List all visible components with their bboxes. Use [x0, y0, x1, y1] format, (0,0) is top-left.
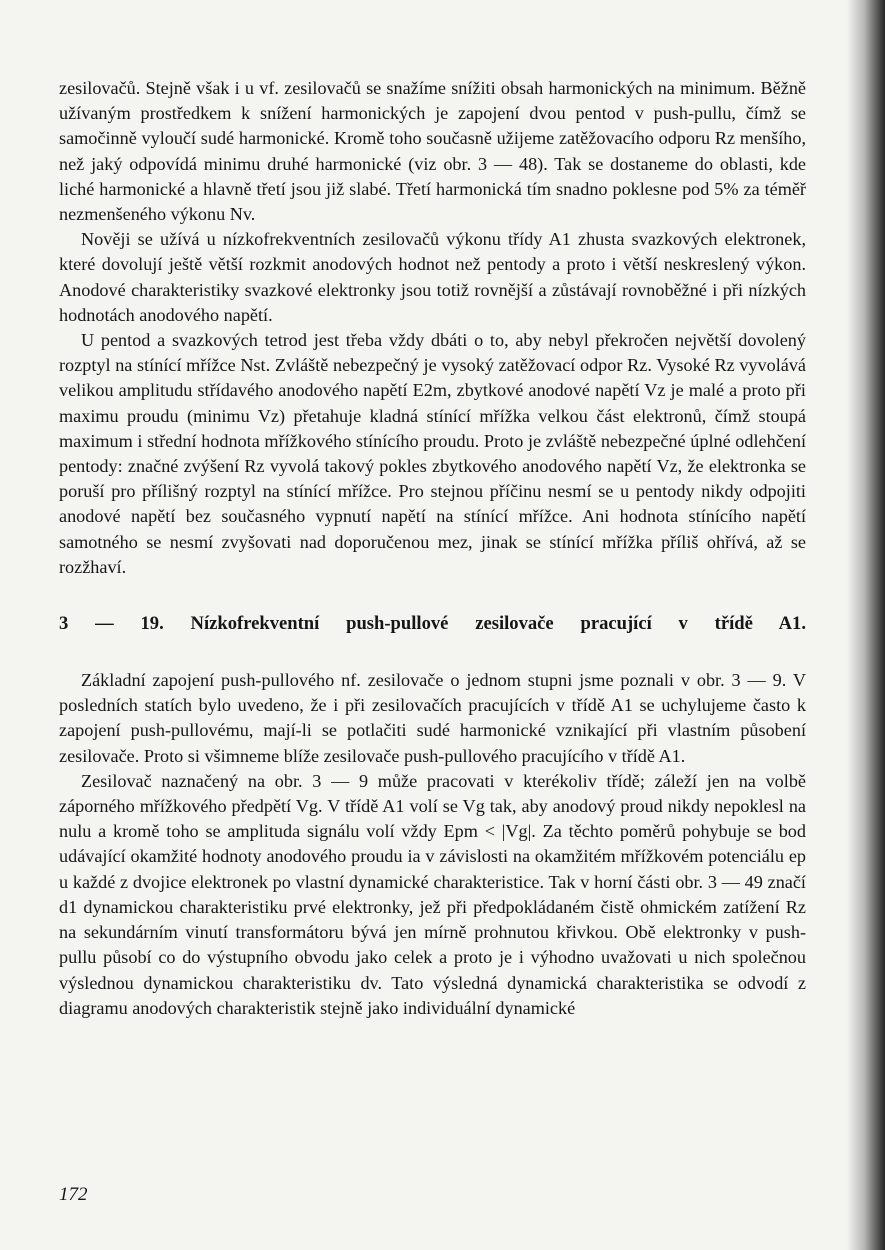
- page-number: 172: [59, 1184, 88, 1205]
- paragraph-screen-grid: U pentod a svazkových tetrod jest třeba vždy dbáti o to, aby nebyl překročen největší dovolený rozptyl na stínící mřížce Nst. Zvláště nebezpečný je vysoký zatěžovací odpor Rz. Vysoké Rz vyvolává velikou amplitudu střídavého anodového napětí E2m, zbytkové anodové napětí Vz je malé a proto při maximu proudu (minimu Vz) přetahuje kladná stínící mřížka velkou část elektronů, čímž stoupá maximum i střední hodnota mřížkového stínícího proudu. Proto je zvláště nebezpečné úplné odlehčení pentody: značné zvýšení Rz vyvolá takový pokles zbytkového anodového napětí Vz, že elektronka se poruší pro přílišný rozptyl na stínící mřížce. Pro stejnou příčinu nesmí se u pentody nikdy odpojiti anodové napětí bez současného vypnutí napětí na stínící mřížce. Ani hodnota stínícího napětí samotného se nesmí zvyšovati nad doporučenou mez, jinak se stínící mřížka příliš ohřívá, až se rozžhaví.: [59, 330, 806, 577]
- paragraph-push-pull-class-a1: Zesilovač naznačený na obr. 3 — 9 může pracovati v kterékoliv třídě; záleží jen na volbě záporného mřížkového předpětí Vg. V třídě A1 volí se Vg tak, aby anodový proud nikdy nepoklesl na nulu a kromě toho se amplituda signálu volí vždy Epm < |Vg|. Za těchto poměrů pohybuje se bod udávající okamžité hodnoty anodového proudu ia v závislosti na okamžitém mřížkovém potenciálu ep u každé z dvojice elektronek po vlastní dynamické charakteristice. Tak v horní části obr. 3 — 49 značí d1 dynamickou charakteristiku prvé elektronky, jež při předpokládaném čistě ohmickém zatížení Rz na sekundárním vinutí transformátoru bývá jen mírně prohnutou křivkou. Obě elektronky v push-pullu působí co do výstupního obvodu jako celek a proto je i výhodno uvažovati u nich společnou výslednou dynamickou charakteristiku dv. Tato výsledná dynamická charakteristika se odvodí z diagramu anodových charakteristik stejně jako individuální dynamické: [59, 770, 806, 1018]
- paragraph-continuation: zesilovačů. Stejně však i u vf. zesilovačů se snažíme snížiti obsah harmonických na minimum. Běžně užívaným prostředkem k snížení harmonických je zapojení dvou pentod v push-pullu, čímž se samočinně vyloučí sudé harmonické. Kromě toho současně užijeme zatěžovacího odporu Rz menšího, než jaký odpovídá minimu druhé harmonické (viz obr. 3 — 48). Tak se dostaneme do oblasti, kde liché harmonické a hlavně třetí jsou již slabé. Třetí harmonická tím snadno poklesne pod 5% za téměř nezmenšeného výkonu Nv.: [59, 78, 806, 225]
- section-heading: 3 — 19. Nízkofrekventní push-pullové zesilovače pracující v třídě A1.: [59, 613, 806, 635]
- paragraph-beam-tubes: Nověji se užívá u nízkofrekventních zesilovačů výkonu třídy A1 zhusta svazkových elektronek, které dovolují ještě větší rozkmit anodových hodnot než pentody a proto i větší neskreslený výkon. Anodové charakteristiky svazkové elektronky jsou totiž rovnější a zůstávají rovnoběžné i při nízkých hodnotách anodového napětí.: [59, 229, 806, 325]
- page-edge-shadow: [847, 0, 885, 1250]
- page-content: [59, 76, 806, 1021]
- paragraph-push-pull-basic: Základní zapojení push-pullového nf. zesilovače o jednom stupni jsme poznali v obr. 3 — 9. V posledních statích bylo uvedeno, že i při zesilovačích pracujících v třídě A1 se uchylujeme často k zapojení push-pullovému, mají-li se potlačiti sudé harmonické vznikající při vlastním působení zesilovače. Proto si všimneme blíže zesilovače push-pullového pracujícího v třídě A1.: [59, 670, 806, 766]
